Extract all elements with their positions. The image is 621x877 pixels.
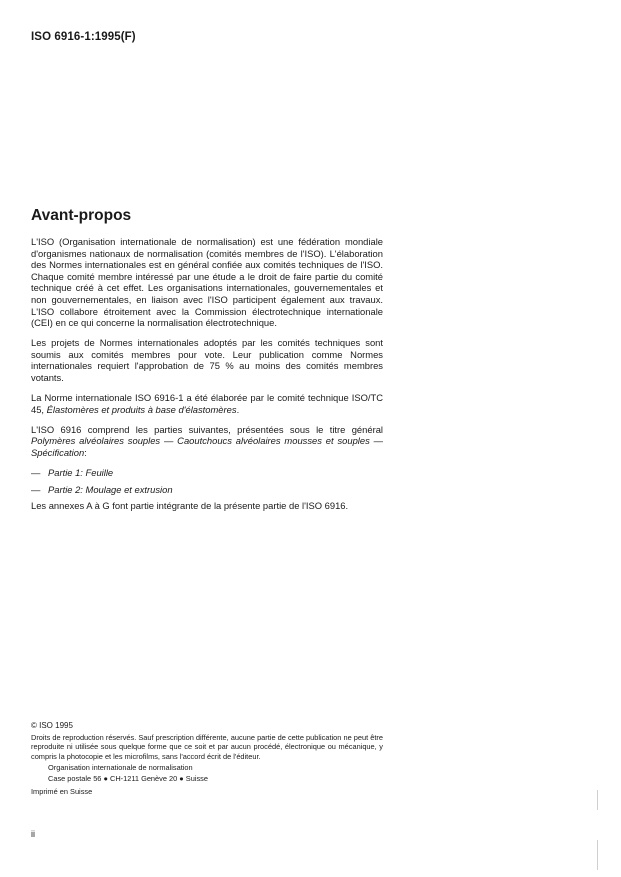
scan-artifact-line: [597, 790, 598, 810]
part-label: Partie 2: Moulage et extrusion: [48, 483, 173, 495]
parts-list: [31, 467, 383, 495]
scan-artifact-line: [597, 840, 598, 870]
dash-bullet: —: [31, 467, 41, 479]
paragraph-iso-intro: L'ISO (Organisation internationale de normalisation) est une fédération mondiale d'organismes nationaux de normalisation (comités membres de l'ISO). L'élaboration des Normes internationales est en général confiée aux comités techniques de l'ISO. Chaque comité membre intéressé par une étude a le droit de faire partie du comité technique créé à cet effet. Les organisations internationales, gouvernementales et non gouvernementales, en liaison avec l'ISO participent également aux travaux. L'ISO collabore étroitement avec la Commission électrotechnique internationale (CEI) en ce qui concerne la normalisation électrotechnique.: [31, 236, 383, 329]
rights-statement: Droits de reproduction réservés. Sauf prescription différente, aucune partie de cette publication ne peut être reproduite ni utilisée sous quelque forme que ce soit et par aucun procédé, électronique ou mécanique, y compris la photocopie et les microfilms, sans l'accord écrit de l'éditeur.: [31, 733, 383, 761]
organisation-address: Case postale 56 ● CH-1211 Genève 20 ● Suisse: [48, 774, 208, 784]
paragraph-annexes: Les annexes A à G font partie intégrante de la présente partie de l'ISO 6916.: [31, 500, 349, 512]
general-title: Polymères alvéolaires souples — Caoutchoucs alvéolaires mousses et souples — Spécification: [31, 435, 383, 458]
parts-intro-suffix: :: [84, 447, 87, 458]
organisation-name: Organisation internationale de normalisation: [48, 762, 193, 772]
section-title: Avant-propos: [31, 207, 132, 224]
page-number: ii: [31, 829, 35, 839]
copyright-footer: [31, 721, 383, 796]
paragraph-drafts: Les projets de Normes internationales adoptés par les comités techniques sont soumis aux comités membres pour vote. Leur publication comme Normes internationales requiert l'approbation de 75 % au moins des comités membres votants.: [31, 337, 383, 384]
document-identifier: ISO 6916-1:1995(F): [31, 31, 136, 43]
part-label: Partie 1: Feuille: [48, 467, 114, 479]
parts-intro-text: L'ISO 6916 comprend les parties suivantes, présentées sous le titre général: [31, 423, 383, 435]
committee-suffix: .: [236, 403, 240, 415]
paragraph-parts-intro: [31, 424, 383, 459]
committee-text: La Norme internationale ISO 6916-1 a été élaborée par le comité technique ISO/TC 45,: [31, 392, 383, 415]
paragraph-committee: [31, 392, 383, 415]
committee-title: Élastomères et produits à base d'élastomères: [46, 403, 237, 415]
copyright-notice: © ISO 1995: [31, 721, 73, 730]
foreword-body: [31, 236, 383, 520]
list-item: [31, 467, 383, 479]
list-item: [31, 484, 383, 496]
dash-bullet: —: [31, 483, 41, 495]
printed-in: Imprimé en Suisse: [31, 787, 93, 797]
